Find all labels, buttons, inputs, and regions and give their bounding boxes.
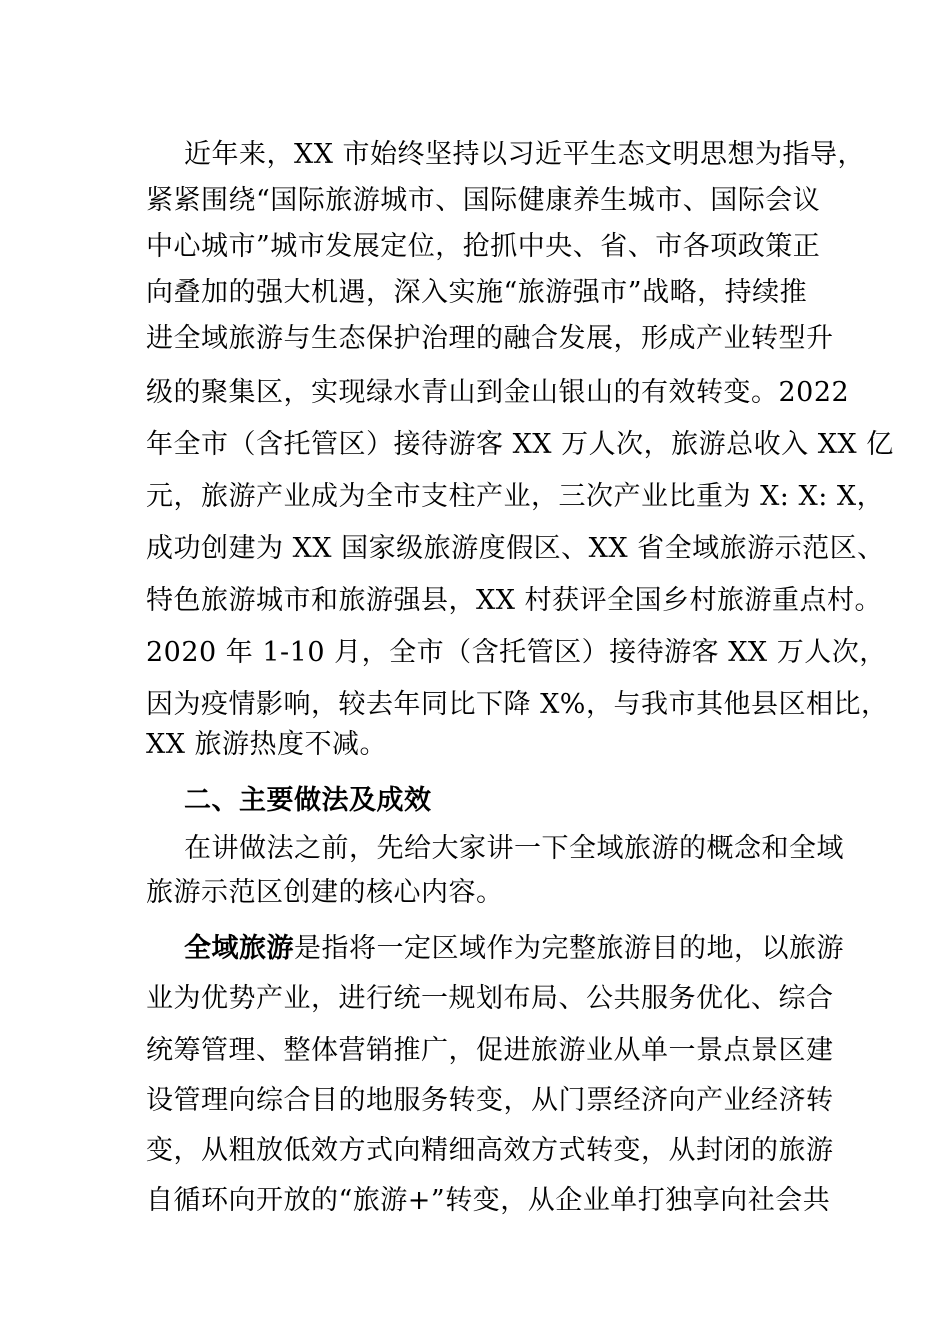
paragraph-line: 紧紧围绕“国际旅游城市、国际健康养生城市、国际会议	[146, 185, 821, 216]
paragraph-line: 自循环向开放的“旅游+”转变，从企业单打独享向社会共	[146, 1185, 831, 1216]
paragraph-line: 级的聚集区，实现绿水青山到金山银山的有效转变。2022	[146, 377, 850, 408]
paragraph-line	[184, 932, 884, 966]
section-heading: 二、主要做法及成效	[184, 785, 432, 816]
paragraph-line: 向叠加的强大机遇，深入实施“旅游强市”战略，持续推	[146, 277, 808, 308]
paragraph-text: 是指将一定区域作为完整旅游目的地，以旅游	[294, 933, 844, 964]
paragraph-line: 统筹管理、整体营销推广，促进旅游业从单一景点景区建	[146, 1035, 834, 1066]
paragraph-line: XX 旅游热度不减。	[146, 729, 388, 760]
bold-term: 全域旅游	[184, 933, 294, 964]
paragraph-line: 年全市（含托管区）接待游客 XX 万人次，旅游总收入 XX 亿	[146, 429, 894, 460]
paragraph-line: 成功创建为 XX 国家级旅游度假区、XX 省全域旅游示范区、	[146, 533, 885, 564]
paragraph-line: 因为疫情影响，较去年同比下降 X%，与我市其他县区相比，	[146, 689, 889, 720]
paragraph-line: 近年来，XX 市始终坚持以习近平生态文明思想为指导，	[184, 139, 866, 170]
paragraph-line: 中心城市”城市发展定位，抢抓中央、省、市各项政策正	[146, 231, 821, 262]
paragraph-line: 设管理向综合目的地服务转变，从门票经济向产业经济转	[146, 1085, 834, 1116]
paragraph-line: 变，从粗放低效方式向精细高效方式转变，从封闭的旅游	[146, 1135, 834, 1166]
paragraph-line: 元，旅游产业成为全市支柱产业，三次产业比重为 X: X: X，	[146, 481, 885, 512]
paragraph-line: 在讲做法之前，先给大家讲一下全域旅游的概念和全域	[184, 833, 844, 864]
paragraph-line: 特色旅游城市和旅游强县，XX 村获评全国乡村旅游重点村。	[146, 585, 883, 616]
paragraph-line: 业为优势产业，进行统一规划布局、公共服务优化、综合	[146, 983, 834, 1014]
paragraph-line: 旅游示范区创建的核心内容。	[146, 877, 504, 908]
paragraph-line: 2020 年 1-10 月，全市（含托管区）接待游客 XX 万人次，	[146, 637, 887, 668]
paragraph-line: 进全域旅游与生态保护治理的融合发展，形成产业转型升	[146, 323, 834, 354]
